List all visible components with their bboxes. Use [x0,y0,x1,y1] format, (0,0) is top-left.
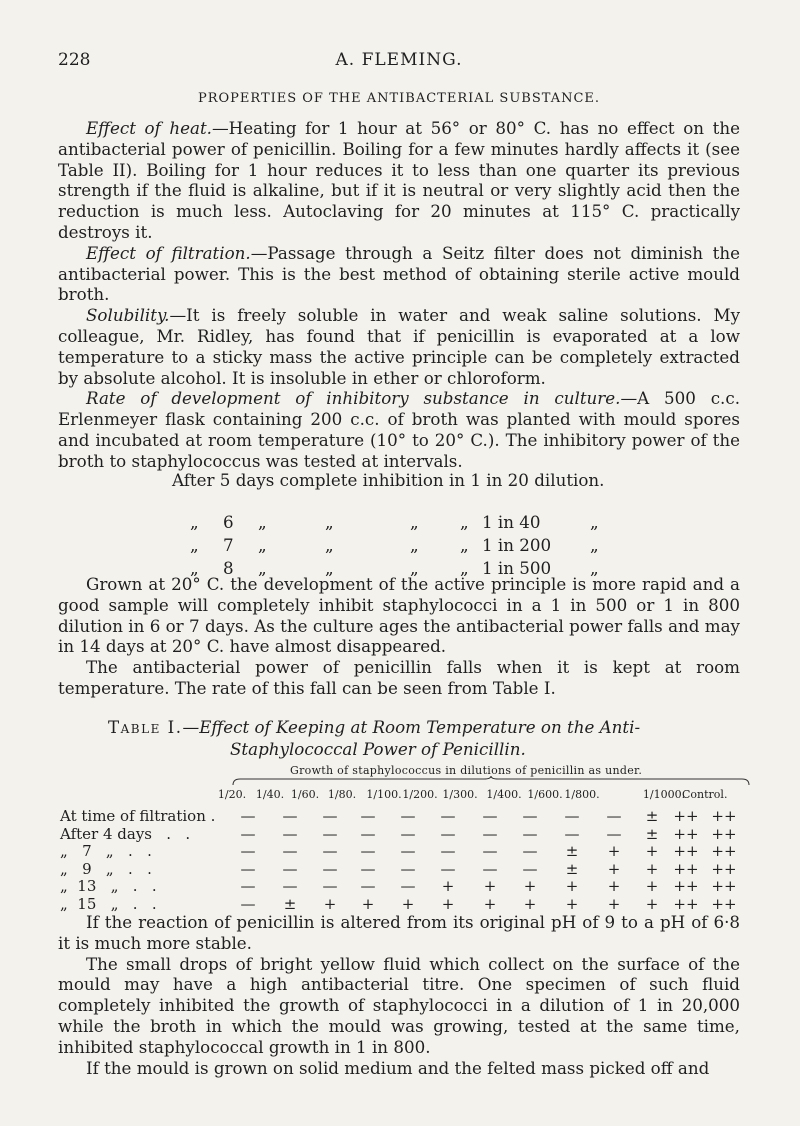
paragraph-grown: Grown at 20° C. the development of the active principle is more rapid and a good sample will completely inhibit staphylococci in a 1 in 500 or 1 in 800 dilution in 6 or 7 days. As the culture ages the antibacterial power falls and may in 14 days at 20° C. have almost disappeared. [58,574,740,657]
table-cell: — [322,842,338,860]
table-cell: + [645,894,659,913]
table-cell: — [240,859,256,878]
table-row-label: „ 7 „ . . [60,842,152,860]
table-cell: ± [283,894,297,913]
table-cell: ++ [711,877,737,895]
table-cell: — [360,807,376,825]
table-cell: + [441,877,455,895]
table-column-header: 1/80. [327,788,357,801]
table-cell: — [522,842,538,860]
table-cell: — [282,842,298,860]
body-text-middle [58,574,740,699]
table-cell: — [564,807,580,825]
table-cell: — [282,859,298,878]
table-cell: + [523,877,537,895]
table-cell: — [360,859,376,878]
paragraph-solid: If the mould is grown on solid medium and the felted mass picked off and [86,1057,710,1078]
paragraph-filtration: Effect of filtration.—Passage through a Seitz filter does not diminish the antibacterial power. This is the best method of obtaining sterile active mould broth. [58,242,740,305]
table-cell: — [522,807,538,825]
table-cell: — [564,824,580,843]
table-cell: — [322,859,338,878]
page-number: 228 [58,50,91,70]
after-5-days-line: After 5 days complete inhibition in 1 in 20 dilution. [172,470,605,490]
table-column-header: 1/20. [217,788,247,801]
table-cell: + [645,859,659,878]
table-cell: + [523,894,537,913]
table-cell: — [282,877,298,895]
paragraph-heat: Effect of heat.—Heating for 1 hour at 56° or 80° C. has no effect on the antibacterial power of penicillin. Boiling for a few minutes hardly affects it (see Table II). Boiling for 1 hour reduces it to less than one quarter its previous strength if the fluid is alkaline, but if it is neutral or very slightly acid then the reduction is much less. Autoclaving for 20 minutes at 115° C. practically destroys it. [58,118,740,242]
running-header [58,50,740,74]
table-row-label: „ 9 „ . . [60,859,152,878]
table-column-header: Control. [682,788,728,801]
heading-filtration: Effect of filtration. [86,242,251,263]
table-cell: — [240,807,256,825]
table-cell: — [240,894,256,913]
table-cell: — [400,807,416,825]
table-cell: + [401,894,415,913]
table-row-label: „ 13 „ . . [60,877,157,895]
table-cell: ++ [673,824,699,843]
paragraph-drops: The small drops of bright yellow fluid which collect on the surface of the mould may have a high antibacterial titre. One specimen of such fluid completely inhibited the growth of staphylococci in a dilution of 1 in 20,000 while the broth in which the mould was growing, tested at the same time, inhibited staphylococcal growth in 1 in 800. [58,953,740,1057]
table-cell: — [400,842,416,860]
body-text-top [58,118,740,472]
table-cell: — [360,877,376,895]
table-column-header: 1/100. [366,788,402,801]
table-cell: ± [645,824,659,843]
paragraph-fall: The antibacterial power of penicillin falls when it is kept at room temperature. The rate of this fall can be seen from Table I. [58,657,740,698]
table-cell: — [522,824,538,843]
table-cell: — [482,807,498,825]
table-cell: + [645,877,659,895]
table-cell: — [522,859,538,878]
table-cell: + [441,894,455,913]
table-cell: + [645,842,659,860]
table-cell: ++ [673,859,699,878]
table-column-header: 1/40. [255,788,285,801]
table-row-label: After 4 days . . [60,824,191,843]
table-cell: — [360,842,376,860]
table-cell: + [483,894,497,913]
table-cell: — [400,824,416,843]
section-title: PROPERTIES OF THE ANTIBACTERIAL SUBSTANCE. [197,91,601,106]
table-cell: + [607,877,621,895]
table-cell: + [607,894,621,913]
heading-heat: Effect of heat. [86,118,212,138]
table-growth-header: Growth of staphylococcus in dilutions of penicillin as under. [290,764,643,777]
table-cell: ++ [673,842,699,860]
table-row-label: „ 15 „ . . [60,894,157,913]
table-cell: ++ [673,807,699,825]
table-cell: — [440,824,456,843]
paragraph-ph: If the reaction of penicillin is altered from its original pH of 9 to a pH of 6·8 it is much more stable. [58,912,740,953]
table-cell: ++ [711,842,737,860]
table-column-header: 1/400. [486,788,522,801]
table-brace [232,776,750,786]
table-cell: + [607,842,621,860]
table-cell: ++ [711,824,737,843]
table-column-header: 1/600. [527,788,563,801]
table-cell: — [360,824,376,843]
table-cell: — [400,877,416,895]
table-cell: — [322,877,338,895]
table-label: Table I. [108,717,183,737]
table-caption-line-2: Staphylococcal Power of Penicillin. [230,739,526,759]
table-row-label: At time of filtration . [60,807,216,825]
table-cell: — [482,824,498,843]
table-caption [108,716,748,760]
table-cell: ++ [673,877,699,895]
heading-solubility: Solubility. [86,305,170,326]
table-cell: — [606,807,622,825]
table-cell: + [565,894,579,913]
table-cell: ++ [711,807,737,825]
table-cell: — [482,842,498,860]
table-column-header: 1/300. [442,788,478,801]
table-cell: — [240,877,256,895]
table-cell: — [322,807,338,825]
table-column-header: 1/1000. [642,788,686,801]
table-cell: + [323,894,337,913]
table-cell: + [361,894,375,913]
body-text-bottom [58,912,740,1078]
table-column-header: 1/60. [290,788,320,801]
table-cell: ± [565,859,579,878]
journal-page: 228 A. FLEMING. PROPERTIES OF THE ANTIBACTERIAL SUBSTANCE. Effect of heat.—Heating for 1 hour at 56° or 80° C. has no effect on the antibacterial power of penicillin. Boiling for a few minutes hardly affects it (see Table II). Boiling for 1 hour reduces it to less than one quarter its previous strength if the fluid is alkaline, but if it is neutral or very slightly acid then the reduction is much less. Autoclaving for 20 minutes at 115° C. practically destroys it. Effect of filtration.—Passage through a Seitz filter does not diminish the antibacterial power. This is the best method of obtaining sterile active mould broth. Solubility.—It is freely soluble in water and weak saline solutions. My colleague, Mr. Ridley, has found that if penicillin is evaporated at a low temperature to a sticky mass the active principle can be completely extracted by absolute alcohol. It is insoluble in ether or chloroform. Rate of development of inhibitory substance in culture.—A 500 c.c. Erlenmeyer flask containing 200 c.c. of broth was planted with mould spores and incubated at room temperature (10° to 20° C.). The inhibitory power of the broth to staphylococcus was tested at intervals. After 5 days complete inhibition in 1 in 20 dilution. „ 6 „ „ „ „ 1 in 40 „ „ 7 „ „ „ „ 1 in 200 „ „ 8 „ „ „ „ 1 in 500 „ Grown at 20° C. the development of the active principle is more rapid and a good sample will completely inhibit staphylococci in a 1 in 500 or 1 in 800 dilution in 6 or 7 days. As the culture ages the antibacterial power falls and may in 14 days at 20° C. have almost disappeared. The antibacterial power of penicillin falls when it is kept at room temperature. The rate of this fall can be seen from Table I. Table I.—Effect of Keeping at Room Temperature on the Anti- Staphylococcal Power of Penicillin. Growth of staphylococcus in dilutions of penicillin as under. 1/20. 1/40. 1/60. 1/80. 1/100. 1/200. 1/300. 1/400. 1/600. 1/800. 1/1000. Control. At time of filtration . — — — — — — — — — — ± ++ ++ After 4 days . . — — — — — — — — — — ± ++ ++ „ 7 „ . . — — — — — — — — ± + + ++ ++ „ 9 „ . . — — — — — — — — ± + + ++ ++ „ 13 „ . . — — — — — + + + + + + ++ ++ „ 15 „ . . — ± + + + + + + + + + ++ ++ If the reaction of penicillin is altered from its original pH of 9 to a pH of 6·8 it is much more stable. The small drops of bright yellow fluid which collect on the surface of the mould may have a high antibacterial titre. One specimen of such fluid completely inhibited the growth of staphylococci in a dilution of 1 in 20,000 while the broth in which the mould was growing, tested at the same time, inhibited staphylococcal growth in 1 in 800. If the mould is grown on solid medium and the felted mass picked off and [0,0,800,1126]
table-cell: — [240,824,256,843]
heading-rate: Rate of development of inhibitory substance in culture. [86,388,621,409]
paragraph-solubility: Solubility.—It is freely soluble in water and weak saline solutions. My colleague, Mr. Ridley, has found that if penicillin is evaporated at a low temperature to a sticky mass the active principle can be completely extracted by absolute alcohol. It is insoluble in ether or chloroform. [58,305,740,388]
table-cell: — [440,807,456,825]
table-cell: ++ [673,894,699,913]
table-cell: + [565,877,579,895]
paragraph-rate: Rate of development of inhibitory substance in culture.—A 500 c.c. Erlenmeyer flask containing 200 c.c. of broth was planted with mould spores and incubated at room temperature (10° to 20° C.). The inhibitory power of the broth to staphylococcus was tested at intervals. [58,388,740,471]
table-caption-line-1: —Effect of Keeping at Room Temperature on the Anti- [182,717,641,737]
table-cell: — [440,859,456,878]
table-cell: + [607,859,621,878]
running-title: A. FLEMING. [335,50,463,70]
table-cell: ++ [711,894,737,913]
table-cell: — [482,859,498,878]
table-cell: — [440,842,456,860]
table-cell: — [400,859,416,878]
table-cell: — [322,824,338,843]
table-column-header: 1/200. [402,788,438,801]
table-cell: + [483,877,497,895]
table-column-header: 1/800. [564,788,600,801]
table-cell: — [240,842,256,860]
table-cell: — [282,824,298,843]
table-cell: ± [645,807,659,825]
table-cell: — [606,824,622,843]
table-cell: — [282,807,298,825]
table-cell: ± [565,842,579,860]
table-cell: ++ [711,859,737,878]
